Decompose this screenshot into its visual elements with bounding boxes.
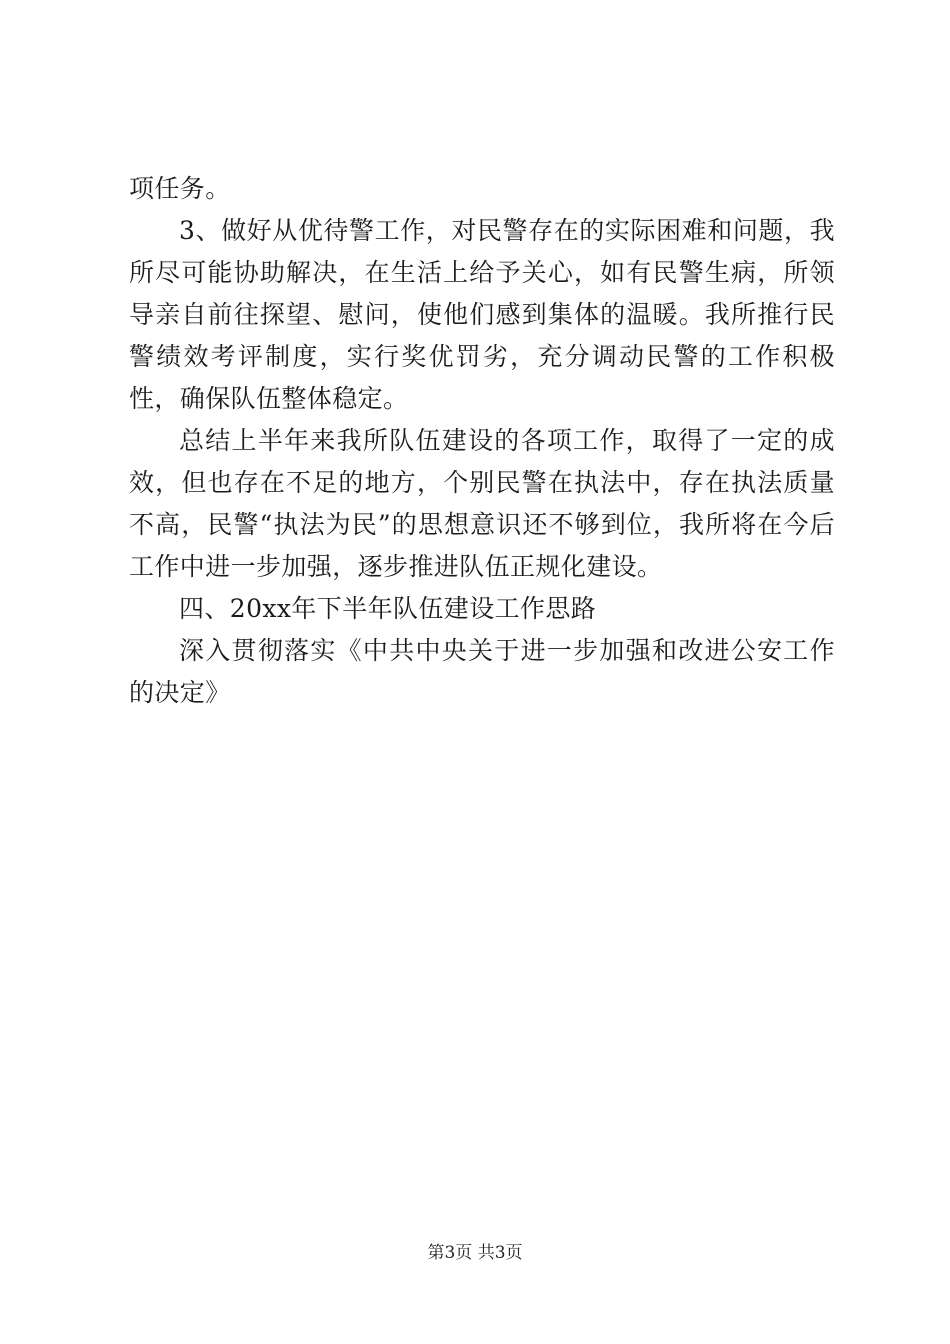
paragraph-implementation: 深入贯彻落实《中共中央关于进一步加强和改进公安工作的决定》 xyxy=(129,636,835,707)
paragraph-summary: 总结上半年来我所队伍建设的各项工作，取得了一定的成效，但也存在不足的地方，个别民警在执法中，存在执法质量不高，民警“执法为民”的思想意识还不够到位，我所将在今后工作中进一步加强，逐步推进队伍正规化建设。 xyxy=(129,426,835,581)
document-body xyxy=(129,168,835,714)
section-heading: 四、20xx年下半年队伍建设工作思路 xyxy=(179,594,597,623)
page-footer: 第3页 共3页 xyxy=(427,1243,523,1263)
paragraph-continuation: 项任务。 xyxy=(129,174,231,203)
paragraph-item-3: 3、做好从优待警工作，对民警存在的实际困难和问题，我所尽可能协助解决，在生活上给予关心，如有民警生病，所领导亲自前往探望、慰问，使他们感到集体的温暖。我所推行民警绩效考评制度，实行奖优罚劣，充分调动民警的工作积极性，确保队伍整体稳定。 xyxy=(129,216,835,413)
